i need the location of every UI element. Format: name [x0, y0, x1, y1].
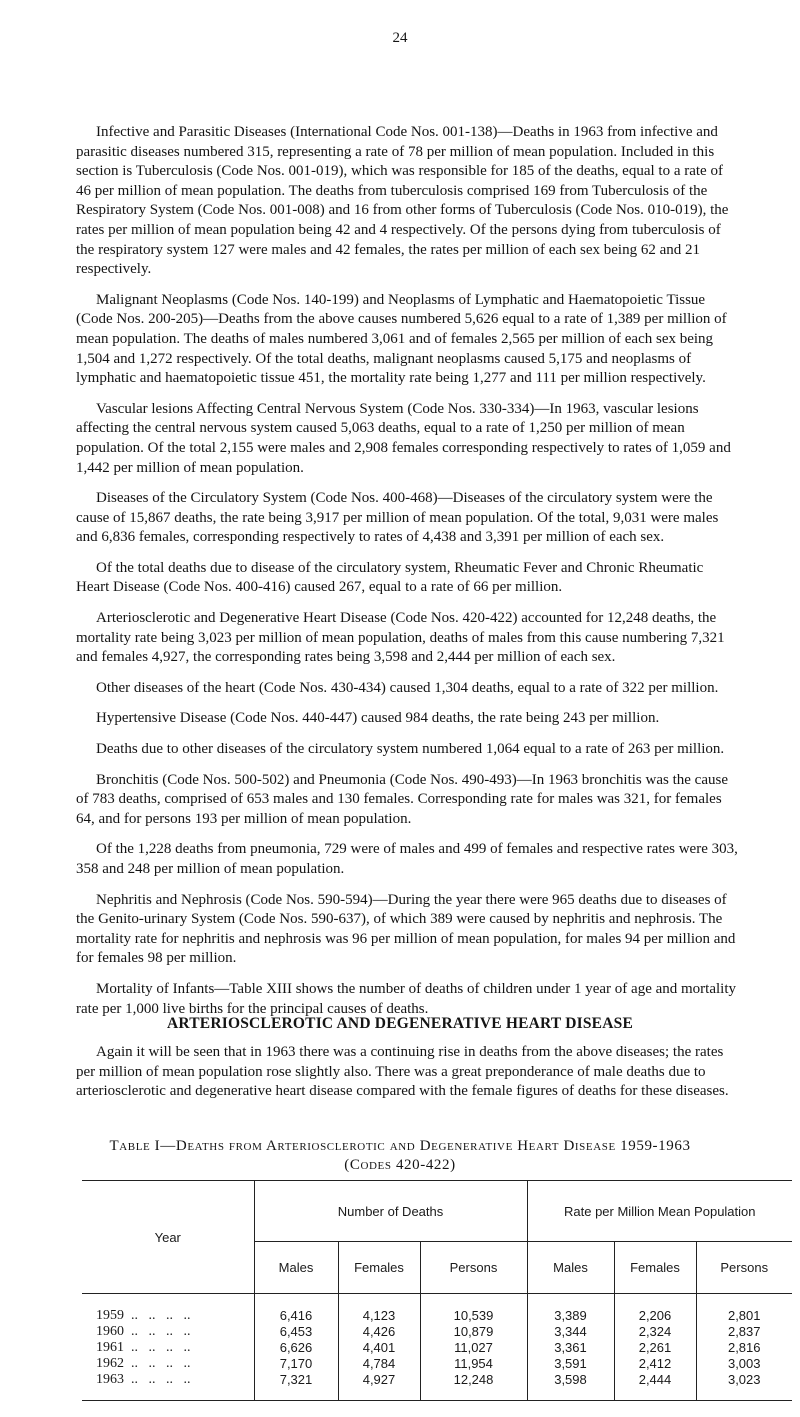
paragraph-circulatory-system: Diseases of the Circulatory System (Code Nos. 400-468)—Diseases of the circulatory system were the cause of 15,867 deaths, the rate being 3,917 per million of mean population. Of the total, 9,031 were males and 6,836 females, corresponding respectively to rates of 4,438 and 3,391 per million of each sex.: [76, 490, 719, 546]
table-row: [82, 1372, 792, 1401]
cell: 4,426: [338, 1324, 420, 1340]
year-cell: 1959 .. .. .. ..: [96, 1308, 191, 1323]
paragraph-pneumonia: Of the 1,228 deaths from pneumonia, 729 were of males and 499 of females and respective rates were 303, 358 and 248 per million of mean population.: [76, 841, 738, 877]
cell: 10,539: [420, 1294, 527, 1325]
deaths-table: [82, 1180, 792, 1401]
table-caption-codes: (Codes 420-422): [344, 1157, 456, 1173]
cell: 6,626: [254, 1340, 338, 1356]
cell: 6,453: [254, 1324, 338, 1340]
year-cell: 1962 .. .. .. ..: [96, 1356, 191, 1371]
section-heading: ARTERIOSCLEROTIC AND DEGENERATIVE HEART DISEASE: [167, 1015, 633, 1032]
cell: 2,261: [614, 1340, 696, 1356]
number-of-deaths-header: Number of Deaths: [254, 1181, 527, 1242]
cell: 3,591: [527, 1356, 614, 1372]
males-rate-header: Males: [527, 1242, 614, 1294]
table-row: [82, 1324, 792, 1340]
females-deaths-header: Females: [338, 1242, 420, 1294]
paragraph-arteriosclerotic: Arteriosclerotic and Degenerative Heart Disease (Code Nos. 420-422) accounted for 12,248 deaths, the mortality rate being 3,023 per million of mean population, deaths of males from this cause numbering 7,321 and females 4,927, the corresponding rates being 3,598 and 2,444 per million of each sex.: [76, 610, 725, 666]
section-intro: Again it will be seen that in 1963 there was a continuing rise in deaths from the above diseases; the rates per million of mean population rose slightly also. There was a great preponderance of male deaths due to arteriosclerotic and degenerative heart disease compared with the female figures of deaths for these diseases.: [76, 1044, 729, 1100]
persons-deaths-header: Persons: [420, 1242, 527, 1294]
cell: 4,401: [338, 1340, 420, 1356]
cell: 2,206: [614, 1294, 696, 1325]
cell: 3,003: [696, 1356, 792, 1372]
paragraph-vascular-lesions: Vascular lesions Affecting Central Nervous System (Code Nos. 330-334)—In 1963, vascular lesions affecting the central nervous system caused 5,063 deaths, equal to a rate of 1,250 per million of mean population. Of the total 2,155 were males and 2,908 females corresponding respectively to rates of 1,059 and 1,442 per million of mean population.: [76, 400, 731, 476]
cell: 7,321: [254, 1372, 338, 1401]
paragraph-other-circulatory: Deaths due to other diseases of the circulatory system numbered 1,064 equal to a rate of 263 per million.: [96, 741, 725, 758]
paragraph-rheumatic-fever: Of the total deaths due to disease of the circulatory system, Rheumatic Fever and Chronic Rheumatic Heart Disease (Code Nos. 400-416) caused 267, equal to a rate of 66 per million.: [76, 559, 704, 596]
year-cell: 1963 .. .. .. ..: [82, 1372, 254, 1401]
cell: 11,027: [420, 1340, 527, 1356]
table-caption-title: Table I—Deaths from Arteriosclerotic and Degenerative Heart Disease 1959-1963: [109, 1138, 691, 1154]
cell: 11,954: [420, 1356, 527, 1372]
table-row: [82, 1356, 792, 1372]
cell: 6,416: [254, 1294, 338, 1325]
year-cell: 1961 .. .. .. ..: [96, 1340, 191, 1355]
cell: 4,123: [338, 1294, 420, 1325]
rate-per-million-header: Rate per Million Mean Population: [527, 1181, 792, 1242]
cell: 3,023: [696, 1372, 792, 1401]
cell: 3,361: [527, 1340, 614, 1356]
paragraph-malignant-neoplasms: Malignant Neoplasms (Code Nos. 140-199) and Neoplasms of Lymphatic and Haematopoietic Tissue (Code Nos. 200-205)—Deaths from the above causes numbered 5,626 equal to a rate of 1,389 per million of mean population. The deaths of males numbered 3,061 and of females 2,565 per million of each sex being 1,504 and 1,272 respectively. Of the total deaths, malignant neoplasms caused 5,175 and neoplasms of lymphatic and haematopoietic tissue 451, the mortality rate being 1,277 and 111 per million respectively.: [76, 291, 727, 387]
table-row: [82, 1294, 792, 1325]
table-row: [82, 1340, 792, 1356]
cell: 2,837: [696, 1324, 792, 1340]
females-rate-header: Females: [614, 1242, 696, 1294]
cell: 7,170: [254, 1356, 338, 1372]
cell: 2,444: [614, 1372, 696, 1401]
cell: 2,324: [614, 1324, 696, 1340]
persons-rate-header: Persons: [696, 1242, 792, 1294]
males-deaths-header: Males: [254, 1242, 338, 1294]
paragraph-other-heart: Other diseases of the heart (Code Nos. 430-434) caused 1,304 deaths, equal to a rate of 322 per million.: [96, 679, 719, 696]
cell: 2,412: [614, 1356, 696, 1372]
body-text: [76, 123, 738, 1030]
cell: 4,784: [338, 1356, 420, 1372]
cell: 3,389: [527, 1294, 614, 1325]
paragraph-hypertensive: Hypertensive Disease (Code Nos. 440-447) caused 984 deaths, the rate being 243 per million.: [96, 710, 660, 727]
paragraph-nephritis: Nephritis and Nephrosis (Code Nos. 590-594)—During the year there were 965 deaths due to diseases of the Genito-urinary System (Code Nos. 590-637), of which 389 were caused by nephritis and nephrosis. The mortality rate for nephritis and nephrosis was 96 per million of mean population, for males 94 per million and for females 98 per million.: [76, 891, 736, 967]
paragraph-infective-diseases: Infective and Parasitic Diseases (International Code Nos. 001-138)—Deaths in 1963 from infective and parasitic diseases numbered 315, representing a rate of 78 per million of mean population. Included in this section is Tuberculosis (Code Nos. 001-019), which was responsible for 185 of the deaths, equal to a rate of 46 per million of mean population. The deaths from tuberculosis comprised 169 from Tuberculosis of the Respiratory System (Code Nos. 001-008) and 16 from other forms of Tuberculosis (Code Nos. 010-019), the rates per million of mean population being 42 and 4 respectively. Of the persons dying from tuberculosis of the respiratory system 127 were males and 42 females, the rates per million of each sex being 62 and 21 respectively.: [76, 124, 729, 278]
cell: 2,816: [696, 1340, 792, 1356]
cell: 3,344: [527, 1324, 614, 1340]
cell: 10,879: [420, 1324, 527, 1340]
cell: 2,801: [696, 1294, 792, 1325]
year-header: Year: [82, 1181, 254, 1294]
cell: 12,248: [420, 1372, 527, 1401]
cell: 4,927: [338, 1372, 420, 1401]
table-caption: [0, 1137, 800, 1175]
year-cell: 1960 .. .. .. ..: [96, 1324, 191, 1339]
page-number: 24: [392, 30, 408, 46]
cell: 3,598: [527, 1372, 614, 1401]
paragraph-infant-mortality: Mortality of Infants—Table XIII shows the number of deaths of children under 1 year of age and mortality rate per 1,000 live births for the principal causes of deaths.: [76, 980, 737, 1017]
paragraph-bronchitis: Bronchitis (Code Nos. 500-502) and Pneumonia (Code Nos. 490-493)—In 1963 bronchitis was the cause of 783 deaths, comprised of 653 males and 130 females. Corresponding rate for males was 321, for females 64, and for persons 193 per million of mean population.: [76, 771, 728, 827]
